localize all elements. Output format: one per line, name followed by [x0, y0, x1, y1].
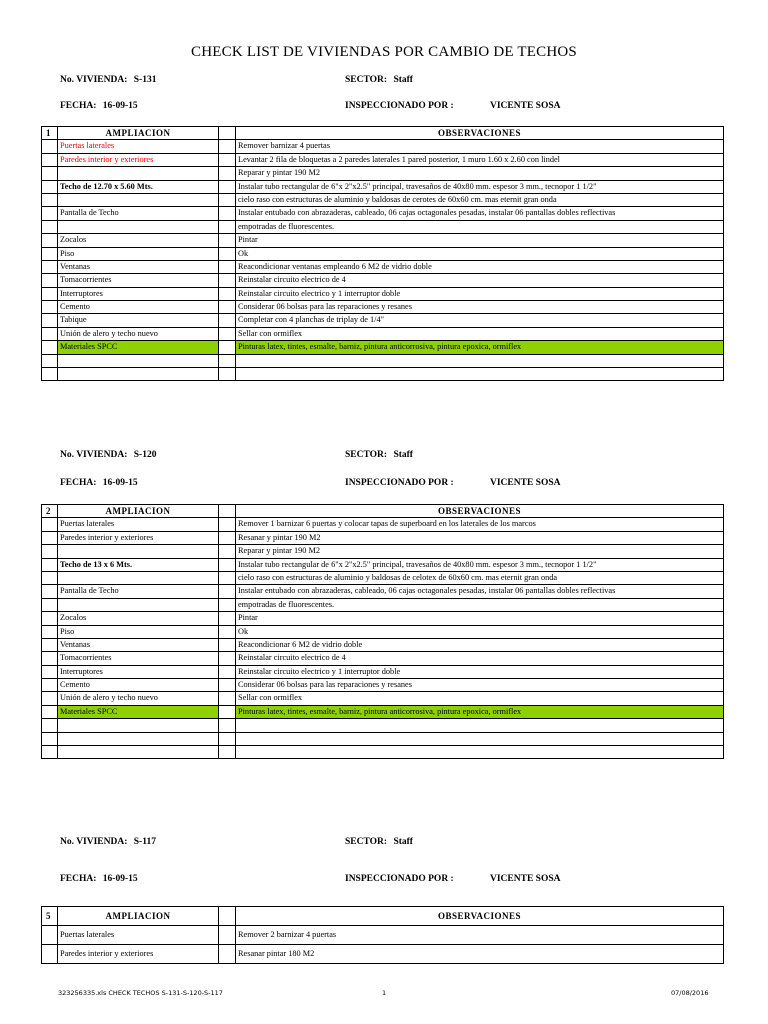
spacer-cell — [219, 692, 236, 705]
row-number-cell — [42, 518, 58, 531]
fecha-info-3 — [60, 874, 138, 884]
table-row — [42, 260, 724, 273]
checklist-table-3 — [41, 906, 724, 964]
item-label: Puertas laterales — [58, 926, 219, 945]
row-number-cell — [42, 274, 58, 287]
spacer-cell — [219, 287, 236, 300]
item-label: Zocalos — [58, 234, 219, 247]
row-number-cell — [42, 207, 58, 220]
row-number-cell — [42, 746, 58, 759]
item-label: Puertas laterales — [58, 518, 219, 531]
sector-value: Staff — [393, 837, 413, 847]
item-label: Tabique — [58, 314, 219, 327]
table-row — [42, 926, 724, 945]
observation-text: Sellar con ormiflex — [236, 692, 724, 705]
observation-text: Instalar tubo rectangular de 6"x 2"x2.5" principal, travesaños de 40x80 mm. espesor 3 mm., tecnopor 1 1/2" — [236, 558, 724, 571]
row-number-cell — [42, 571, 58, 584]
spacer-cell — [219, 746, 236, 759]
row-number-cell — [42, 167, 58, 180]
table-row — [42, 274, 724, 287]
row-number-cell — [42, 368, 58, 381]
spacer-cell — [219, 180, 236, 193]
inspector-label: INSPECCIONADO POR : — [345, 874, 454, 884]
inspector-name-1: VICENTE SOSA — [490, 101, 561, 111]
spacer-cell — [219, 926, 236, 945]
table-row — [42, 207, 724, 220]
table-row — [42, 732, 724, 745]
spacer-cell — [219, 665, 236, 678]
vivienda-label: No. VIVIENDA: — [60, 450, 128, 460]
table-row — [42, 679, 724, 692]
checklist-table-1 — [41, 126, 724, 381]
row-number-cell — [42, 260, 58, 273]
item-label: Piso — [58, 625, 219, 638]
observation-text: Remover 2 barnizar 4 puertas — [236, 926, 724, 945]
spacer-cell — [219, 368, 236, 381]
table-row — [42, 153, 724, 166]
checklist-table-2 — [41, 504, 724, 759]
vivienda-info-1 — [60, 75, 156, 85]
table-row — [42, 341, 724, 354]
spacer-cell — [219, 193, 236, 206]
spacer-cell — [219, 612, 236, 625]
spacer-cell — [219, 127, 236, 140]
table-row — [42, 558, 724, 571]
observation-text: Reparar y pintar 190 M2 — [236, 167, 724, 180]
footer-filename: 323256335.xls CHECK TECHOS S-131-S-120-S-117 — [58, 989, 223, 997]
vivienda-value: S-120 — [133, 450, 157, 460]
spacer-cell — [219, 531, 236, 544]
spacer-cell — [219, 234, 236, 247]
inspector-info-2 — [345, 478, 454, 488]
vivienda-value: S-117 — [133, 837, 156, 847]
table-row — [42, 612, 724, 625]
item-label: Tomacorrientes — [58, 274, 219, 287]
spacer-cell — [219, 945, 236, 964]
section-number: 5 — [42, 907, 58, 926]
table-row — [42, 571, 724, 584]
table-row — [42, 180, 724, 193]
row-number-cell — [42, 341, 58, 354]
spacer-cell — [219, 518, 236, 531]
sector-label: SECTOR: — [345, 450, 388, 460]
row-number-cell — [42, 545, 58, 558]
observation-text: Pinturas latex, tintes, esmalte, barniz, pintura anticorrosiva, pintura epoxica, ormiflex — [236, 341, 724, 354]
spacer-cell — [219, 341, 236, 354]
spacer-cell — [219, 220, 236, 233]
observation-text: Levantar 2 fila de bloquetas a 2 paredes laterales 1 pared posterior, 1 muro 1.60 x 2.60 con lindel — [236, 153, 724, 166]
observation-text: Pintar — [236, 234, 724, 247]
observation-text: Ok — [236, 625, 724, 638]
document-title: CHECK LIST DE VIVIENDAS POR CAMBIO DE TECHOS — [191, 44, 577, 60]
row-number-cell — [42, 314, 58, 327]
observation-text: Ok — [236, 247, 724, 260]
observation-text: Instalar entubado con abrazaderas, cableado, 06 cajas octagonales pesadas, instalar 06 pantallas dobles reflectivas — [236, 207, 724, 220]
observation-text: cielo raso con estructuras de aluminio y baldosas de celotex de 60x60 cm. mas eternit gran onda — [236, 571, 724, 584]
spacer-cell — [219, 207, 236, 220]
row-number-cell — [42, 679, 58, 692]
item-label: Unión de alero y techo nuevo — [58, 692, 219, 705]
observation-text: Instalar entubado con abrazaderas, cableado, 06 cajas octagonales pesadas, instalar 06 pantallas dobles reflectivas — [236, 585, 724, 598]
spacer-cell — [219, 638, 236, 651]
spacer-cell — [219, 247, 236, 260]
fecha-info-1 — [60, 101, 138, 111]
row-number-cell — [42, 558, 58, 571]
observation-text: Resanar pintar 180 M2 — [236, 945, 724, 964]
sector-info-3 — [345, 837, 413, 847]
fecha-label: FECHA: — [60, 101, 97, 111]
table-row — [42, 545, 724, 558]
table-row — [42, 368, 724, 381]
row-number-cell — [42, 247, 58, 260]
observation-text: Considerar 06 bolsas para las reparaciones y resanes — [236, 301, 724, 314]
table-row — [42, 220, 724, 233]
spacer-cell — [219, 705, 236, 718]
observation-text: Reacondicionar ventanas empleando 6 M2 de vidrio doble — [236, 260, 724, 273]
table-header-row — [42, 127, 724, 140]
table-row — [42, 945, 724, 964]
table-row — [42, 327, 724, 340]
row-number-cell — [42, 638, 58, 651]
observaciones-header: OBSERVACIONES — [236, 505, 724, 518]
spacer-cell — [219, 274, 236, 287]
inspector-name-2: VICENTE SOSA — [490, 478, 561, 488]
row-number-cell — [42, 612, 58, 625]
sector-info-2 — [345, 450, 413, 460]
spacer-cell — [219, 505, 236, 518]
item-label — [58, 545, 219, 558]
spacer-cell — [219, 545, 236, 558]
spacer-cell — [219, 732, 236, 745]
row-number-cell — [42, 287, 58, 300]
fecha-value: 16-09-15 — [102, 478, 138, 488]
spacer-cell — [219, 354, 236, 367]
item-label — [58, 368, 219, 381]
item-label: Interruptores — [58, 287, 219, 300]
vivienda-label: No. VIVIENDA: — [60, 75, 128, 85]
item-label — [58, 193, 219, 206]
row-number-cell — [42, 234, 58, 247]
table-row — [42, 167, 724, 180]
table-row — [42, 518, 724, 531]
row-number-cell — [42, 692, 58, 705]
observaciones-header: OBSERVACIONES — [236, 127, 724, 140]
observation-text: Reinstalar circuito electrico y 1 interruptor doble — [236, 287, 724, 300]
item-label: Techo de 12.70 x 5.60 Mts. — [58, 180, 219, 193]
row-number-cell — [42, 719, 58, 732]
spacer-cell — [219, 558, 236, 571]
observation-text: empotradas de fluorescentes. — [236, 220, 724, 233]
observation-text: Pintar — [236, 612, 724, 625]
table-row — [42, 652, 724, 665]
table-row — [42, 287, 724, 300]
item-label: Zocalos — [58, 612, 219, 625]
footer-date: 07/08/2016 — [671, 989, 709, 997]
item-label: Pantalla de Techo — [58, 207, 219, 220]
table-row — [42, 705, 724, 718]
observation-text: Pinturas latex, tintes, esmalte, barniz, pintura anticorrosiva, pintura epoxica, ormiflex — [236, 705, 724, 718]
observation-text: Considerar 06 bolsas para las reparaciones y resanes — [236, 679, 724, 692]
ampliacion-header: AMPLIACION — [58, 907, 219, 926]
item-label: Unión de alero y techo nuevo — [58, 327, 219, 340]
observation-text: Resanar y pintar 190 M2 — [236, 531, 724, 544]
spacer-cell — [219, 679, 236, 692]
table-row — [42, 234, 724, 247]
table-row — [42, 746, 724, 759]
observation-text: empotradas de fluorescentes. — [236, 598, 724, 611]
sector-value: Staff — [393, 75, 413, 85]
inspector-label: INSPECCIONADO POR : — [345, 478, 454, 488]
row-number-cell — [42, 665, 58, 678]
item-label: Ventanas — [58, 638, 219, 651]
item-label: Puertas laterales — [58, 140, 219, 153]
spacer-cell — [219, 719, 236, 732]
sector-value: Staff — [393, 450, 413, 460]
observaciones-header: OBSERVACIONES — [236, 907, 724, 926]
item-label: Cemento — [58, 679, 219, 692]
observation-text: Reacondicionar 6 M2 de vidrio doble — [236, 638, 724, 651]
table-header-row — [42, 907, 724, 926]
fecha-info-2 — [60, 478, 138, 488]
item-label — [58, 167, 219, 180]
inspector-info-1 — [345, 101, 454, 111]
observation-text: Remover barnizar 4 puertas — [236, 140, 724, 153]
observation-text — [236, 368, 724, 381]
table-row — [42, 354, 724, 367]
spacer-cell — [219, 314, 236, 327]
item-label: Paredes interior y exteriores — [58, 945, 219, 964]
spacer-cell — [219, 598, 236, 611]
fecha-value: 16-09-15 — [102, 874, 138, 884]
observation-text: Reinstalar circuito electrico de 4 — [236, 274, 724, 287]
spacer-cell — [219, 327, 236, 340]
vivienda-value: S-131 — [133, 75, 157, 85]
item-label: Paredes interior y exteriores — [58, 531, 219, 544]
row-number-cell — [42, 732, 58, 745]
sector-info-1 — [345, 75, 413, 85]
item-label: Pantalla de Techo — [58, 585, 219, 598]
observation-text — [236, 746, 724, 759]
table-row — [42, 314, 724, 327]
table-row — [42, 531, 724, 544]
item-label: Paredes interior y exteriores — [58, 153, 219, 166]
observation-text: Remover 1 barnizar 6 puertas y colocar tapas de superboard en los laterales de los marcos — [236, 518, 724, 531]
item-label: Materiales SPCC — [58, 705, 219, 718]
item-label: Techo de 13 x 6 Mts. — [58, 558, 219, 571]
inspector-label: INSPECCIONADO POR : — [345, 101, 454, 111]
row-number-cell — [42, 945, 58, 964]
observation-text: Sellar con ormiflex — [236, 327, 724, 340]
table-row — [42, 247, 724, 260]
observation-text — [236, 732, 724, 745]
table-row — [42, 665, 724, 678]
table-row — [42, 193, 724, 206]
table-row — [42, 638, 724, 651]
item-label: Cemento — [58, 301, 219, 314]
inspector-name-3: VICENTE SOSA — [490, 874, 561, 884]
row-number-cell — [42, 705, 58, 718]
spacer-cell — [219, 167, 236, 180]
row-number-cell — [42, 598, 58, 611]
observation-text: Instalar tubo rectangular de 6"x 2"x2.5" principal, travesaños de 40x80 mm. espesor 3 mm., tecnopor 1 1/2" — [236, 180, 724, 193]
spacer-cell — [219, 571, 236, 584]
item-label — [58, 220, 219, 233]
spacer-cell — [219, 625, 236, 638]
row-number-cell — [42, 926, 58, 945]
spacer-cell — [219, 652, 236, 665]
spacer-cell — [219, 153, 236, 166]
ampliacion-header: AMPLIACION — [58, 127, 219, 140]
spacer-cell — [219, 585, 236, 598]
observation-text: Reinstalar circuito electrico y 1 interruptor doble — [236, 665, 724, 678]
row-number-cell — [42, 140, 58, 153]
observation-text: Completar con 4 planchas de triplay de 1/4" — [236, 314, 724, 327]
fecha-label: FECHA: — [60, 478, 97, 488]
sector-label: SECTOR: — [345, 75, 388, 85]
row-number-cell — [42, 625, 58, 638]
row-number-cell — [42, 301, 58, 314]
table-row — [42, 140, 724, 153]
footer-page: 1 — [382, 989, 387, 997]
table-row — [42, 585, 724, 598]
observation-text — [236, 354, 724, 367]
item-label: Interruptores — [58, 665, 219, 678]
observation-text — [236, 719, 724, 732]
spacer-cell — [219, 140, 236, 153]
table-row — [42, 301, 724, 314]
observation-text: Reparar y pintar 190 M2 — [236, 545, 724, 558]
observation-text: Reinstalar circuito electrico de 4 — [236, 652, 724, 665]
vivienda-label: No. VIVIENDA: — [60, 837, 128, 847]
fecha-value: 16-09-15 — [102, 101, 138, 111]
ampliacion-header: AMPLIACION — [58, 505, 219, 518]
section-number: 2 — [42, 505, 58, 518]
section-number: 1 — [42, 127, 58, 140]
row-number-cell — [42, 180, 58, 193]
observation-text: cielo raso con estructuras de aluminio y baldosas de cerotes de 60x60 cm. mas eternit gran onda — [236, 193, 724, 206]
item-label: Piso — [58, 247, 219, 260]
spacer-cell — [219, 907, 236, 926]
row-number-cell — [42, 585, 58, 598]
item-label: Ventanas — [58, 260, 219, 273]
row-number-cell — [42, 153, 58, 166]
sector-label: SECTOR: — [345, 837, 388, 847]
table-row — [42, 692, 724, 705]
row-number-cell — [42, 531, 58, 544]
item-label: Tomacorrientes — [58, 652, 219, 665]
row-number-cell — [42, 220, 58, 233]
table-row — [42, 598, 724, 611]
item-label — [58, 354, 219, 367]
table-header-row — [42, 505, 724, 518]
vivienda-info-3 — [60, 837, 156, 847]
item-label: Materiales SPCC — [58, 341, 219, 354]
row-number-cell — [42, 193, 58, 206]
item-label — [58, 719, 219, 732]
row-number-cell — [42, 652, 58, 665]
item-label — [58, 746, 219, 759]
item-label — [58, 732, 219, 745]
item-label — [58, 598, 219, 611]
table-row — [42, 719, 724, 732]
spacer-cell — [219, 301, 236, 314]
vivienda-info-2 — [60, 450, 156, 460]
fecha-label: FECHA: — [60, 874, 97, 884]
item-label — [58, 571, 219, 584]
table-row — [42, 625, 724, 638]
row-number-cell — [42, 327, 58, 340]
inspector-info-3 — [345, 874, 454, 884]
row-number-cell — [42, 354, 58, 367]
spacer-cell — [219, 260, 236, 273]
